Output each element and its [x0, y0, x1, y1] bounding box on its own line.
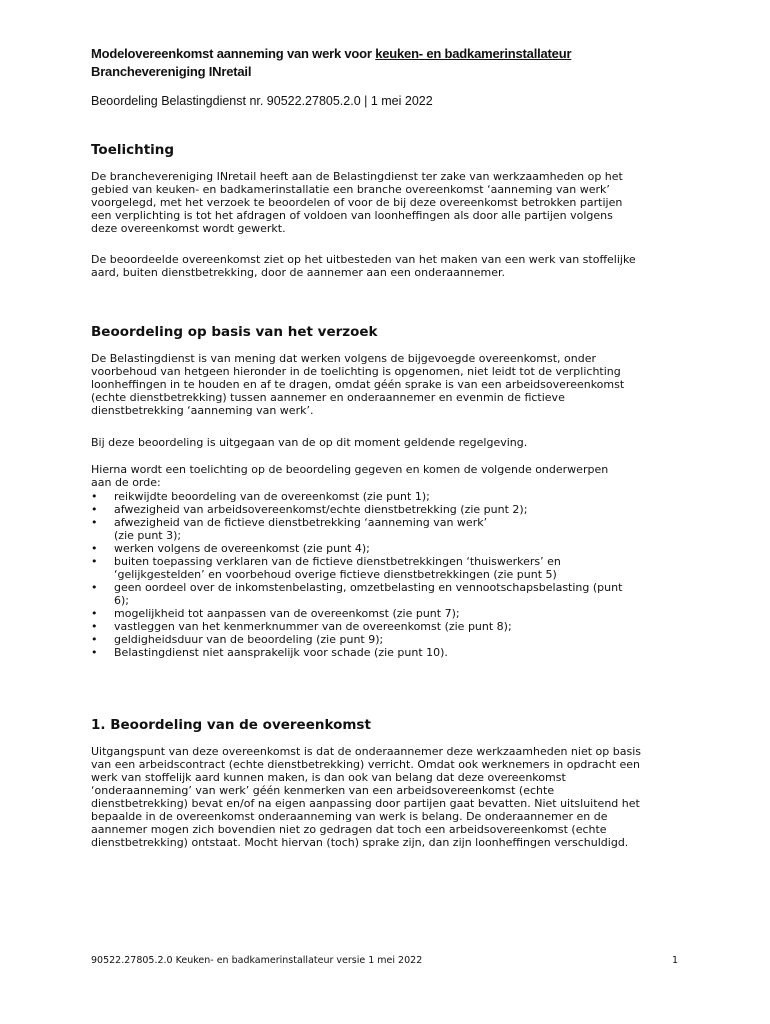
- text-line: een verplichting is tot het afdragen of voldoen van loonheffingen als door alle partijen volgens: [91, 209, 613, 222]
- text-line: Bij deze beoordeling is uitgegaan van de op dit moment geldende regelgeving.: [91, 436, 528, 449]
- text-line: bepaalde in de overeenkomst onderaanneming van werk is belang. De onderaannemer en de: [91, 810, 608, 823]
- text-line: Hierna wordt een toelichting op de beoordeling gegeven en komen de volgende onderwerpen: [91, 463, 609, 476]
- list-item: [91, 503, 622, 516]
- document-title: [91, 46, 571, 61]
- organization-name: Branchevereniging INretail: [91, 64, 252, 79]
- footer-page-number: 1: [672, 955, 679, 966]
- assessment-reference: Beoordeling Belastingdienst nr. 90522.27805.2.0 | 1 mei 2022: [91, 94, 433, 108]
- text-line: De beoordeelde overeenkomst ziet op het uitbesteden van het maken van een werk van stoffelijke: [91, 253, 636, 266]
- topics-bullet-list: [91, 490, 622, 659]
- list-item-line: 6);: [114, 594, 129, 607]
- text-line: loonheffingen in te houden en af te dragen, omdat géén sprake is van een arbeidsovereenkomst: [91, 378, 625, 391]
- text-line: De Belastingdienst is van mening dat werken volgens de bijgevoegde overeenkomst, onder: [91, 352, 597, 365]
- list-item-line: (zie punt 3);: [114, 529, 182, 542]
- text-line: dienstbetrekking) bevat en/of na eigen aanpassing door partijen gaat bevatten. Niet uitsluitend het: [91, 797, 640, 810]
- list-item-line: • geldigheidsduur van de beoordeling (zie punt 9);: [114, 633, 384, 646]
- list-item: [91, 620, 622, 633]
- text-line: werk van stoffelijk aard kunnen maken, is dan ook van belang dat deze overeenkomst: [91, 771, 566, 784]
- text-line: Uitgangspunt van deze overeenkomst is dat de onderaannemer deze werkzaamheden niet op basis: [91, 745, 641, 758]
- beoordeling-paragraph-2: [91, 436, 691, 449]
- text-line: voorgelegd, met het verzoek te beoordelen of voor de bij deze overeenkomst betrokken partijen: [91, 196, 623, 209]
- list-item-line: • afwezigheid van de fictieve dienstbetrekking ‘aanneming van werk’: [114, 516, 488, 529]
- list-item-line: • Belastingdienst niet aansprakelijk voor schade (zie punt 10).: [114, 646, 448, 659]
- list-item: [91, 581, 622, 607]
- text-line: deze overeenkomst wordt gewerkt.: [91, 222, 286, 235]
- list-item: [91, 542, 622, 555]
- text-line: dienstbetrekking) ontstaat. Mocht hiervan (toch) sprake zijn, dan zijn loonheffingen verschuldigd.: [91, 836, 629, 849]
- text-line: voorbehoud van hetgeen hieronder in de toelichting is opgenomen, niet leidt tot de verplichting: [91, 365, 621, 378]
- list-item-line: ‘gelijkgestelden’ en voorbehoud overige fictieve dienstbetrekkingen (zie punt 5): [114, 568, 557, 581]
- document-title-prefix: Modelovereenkomst aanneming van werk voor: [91, 46, 376, 61]
- heading-beoordeling-verzoek: Beoordeling op basis van het verzoek: [91, 324, 378, 340]
- document-title-underlined: keuken- en badkamerinstallateur: [375, 46, 572, 61]
- toelichting-paragraph-1: [91, 170, 691, 235]
- heading-toelichting: Toelichting: [91, 142, 175, 158]
- list-item: [91, 646, 622, 659]
- text-line: van een arbeidscontract (echte dienstbetrekking) verricht. Omdat ook werknemers in opdracht een: [91, 758, 641, 771]
- text-line: gebied van keuken- en badkamerinstallatie een branche overeenkomst ‘aanneming van werk’: [91, 183, 610, 196]
- list-item-line: • buiten toepassing verklaren van de fictieve dienstbetrekkingen ‘thuiswerkers’ en: [114, 555, 561, 568]
- text-line: aan de orde:: [91, 476, 161, 489]
- list-item: [91, 490, 622, 503]
- toelichting-paragraph-2: [91, 253, 691, 279]
- beoordeling-paragraph-3: [91, 463, 691, 489]
- text-line: dienstbetrekking ‘aanneming van werk’.: [91, 404, 314, 417]
- text-line: (echte dienstbetrekking) tussen aannemer en onderaannemer en evenmin de fictieve: [91, 391, 565, 404]
- text-line: De branchevereniging INretail heeft aan de Belastingdienst ter zake van werkzaamheden op het: [91, 170, 623, 183]
- list-item: [91, 633, 622, 646]
- list-item-line: • mogelijkheid tot aanpassen van de overeenkomst (zie punt 7);: [114, 607, 460, 620]
- text-line: aard, buiten dienstbetrekking, door de aannemer aan een onderaannemer.: [91, 266, 506, 279]
- list-item: [91, 555, 622, 581]
- list-item-line: • geen oordeel over de inkomstenbelasting, omzetbelasting en vennootschapsbelasting (punt: [114, 581, 623, 594]
- text-line: aannemer mogen zich bovendien niet zo gedragen dat toch een arbeidsovereenkomst (echte: [91, 823, 607, 836]
- list-item: [91, 607, 622, 620]
- list-item: [91, 516, 622, 542]
- heading-section-1: 1. Beoordeling van de overeenkomst: [91, 717, 371, 733]
- list-item-line: • afwezigheid van arbeidsovereenkomst/echte dienstbetrekking (zie punt 2);: [114, 503, 528, 516]
- beoordeling-paragraph-1: [91, 352, 691, 417]
- text-line: ‘onderaanneming’ van werk’ géén kenmerken van een arbeidsovereenkomst (echte: [91, 784, 555, 797]
- list-item-line: • werken volgens de overeenkomst (zie punt 4);: [114, 542, 370, 555]
- list-item-line: • reikwijdte beoordeling van de overeenkomst (zie punt 1);: [114, 490, 430, 503]
- footer-document-reference: 90522.27805.2.0 Keuken- en badkamerinstallateur versie 1 mei 2022: [91, 955, 423, 966]
- section-1-paragraph: [91, 745, 691, 849]
- list-item-line: • vastleggen van het kenmerknummer van de overeenkomst (zie punt 8);: [114, 620, 512, 633]
